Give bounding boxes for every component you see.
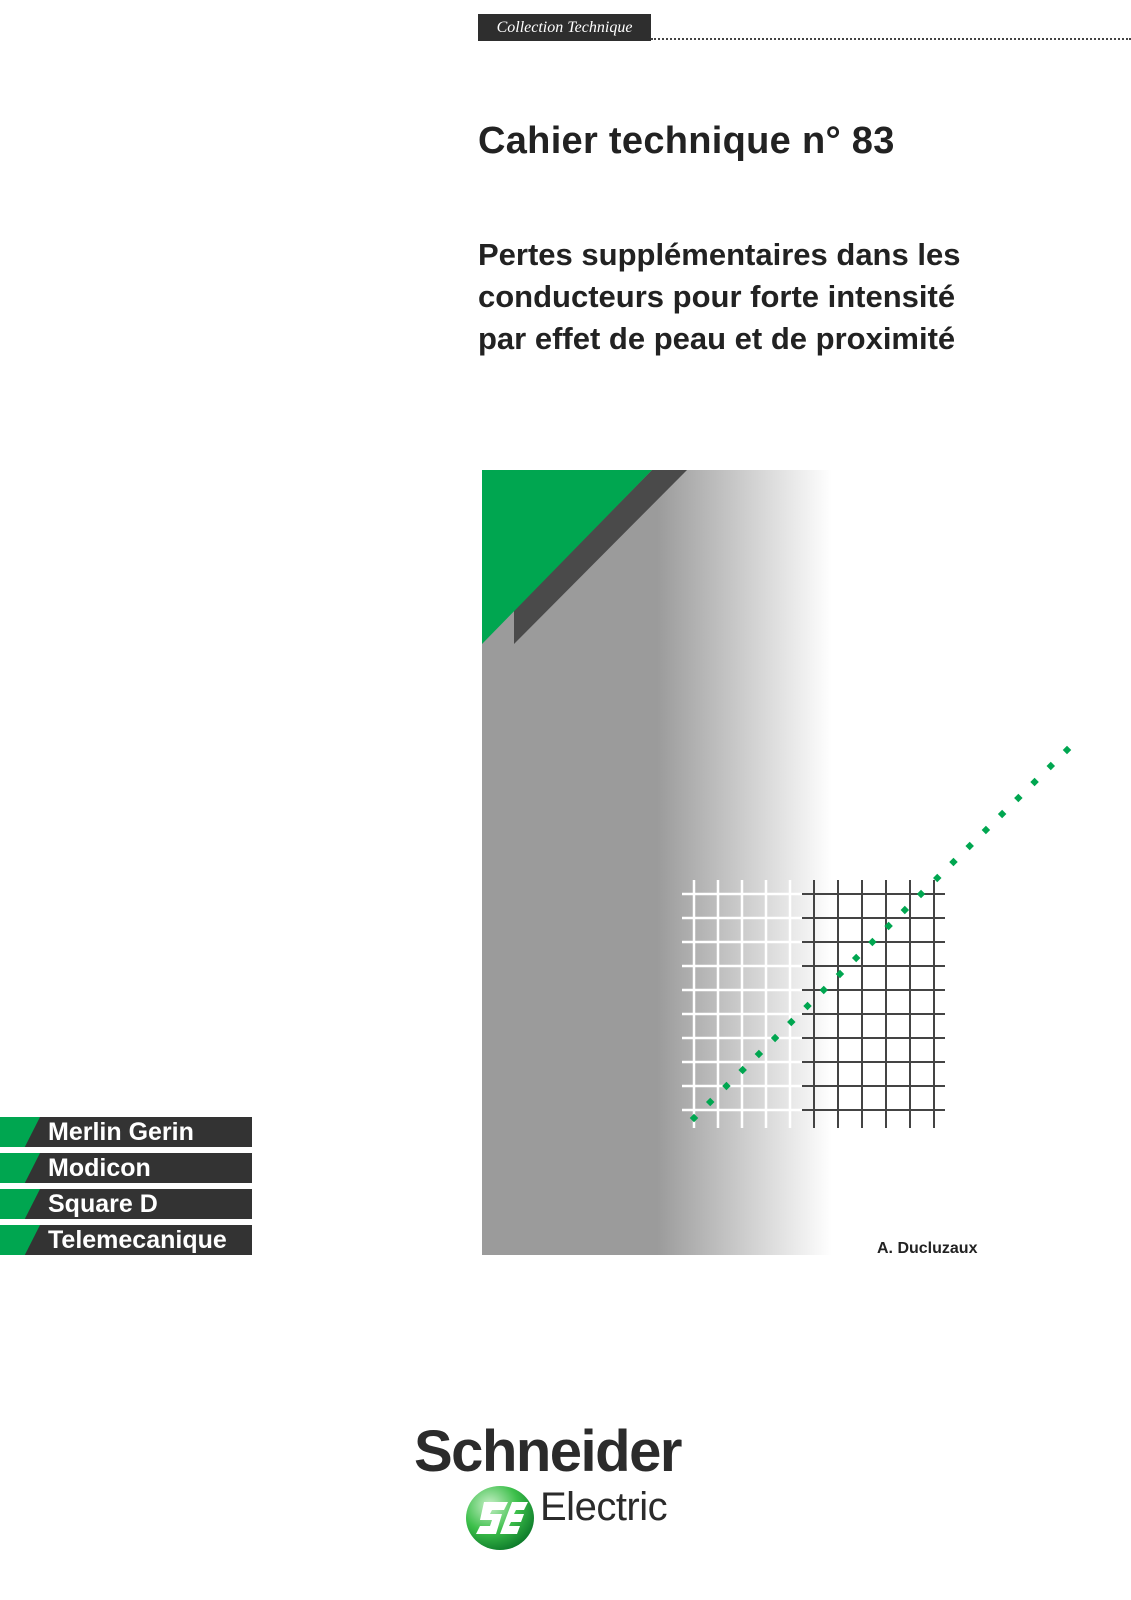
diagonal-dot (917, 890, 925, 898)
brand-item (0, 1225, 252, 1255)
brand-item (0, 1153, 252, 1183)
diagonal-dot (901, 906, 909, 914)
brand-item (0, 1189, 252, 1219)
subtitle-line: Pertes supplémentaires dans les (478, 237, 961, 272)
diagonal-dot (868, 938, 876, 946)
green-stripe-icon (0, 1153, 40, 1183)
brand-label: Square D (48, 1190, 158, 1218)
subtitle-line: par effet de peau et de proximité (478, 321, 956, 356)
brand-item (0, 1117, 252, 1147)
diagonal-dot (1063, 746, 1071, 754)
header-dotted-rule (651, 38, 1131, 40)
schneider-electric-logo (410, 1420, 700, 1560)
diagonal-dot (949, 858, 957, 866)
diagonal-dot (982, 826, 990, 834)
diagonal-dot (852, 954, 860, 962)
brand-list (0, 1117, 252, 1261)
author-name: A. Ducluzaux (877, 1240, 978, 1257)
brand-label: Modicon (48, 1154, 151, 1182)
brand-label: Merlin Gerin (48, 1118, 194, 1146)
schneider-se-mark-icon (462, 1476, 542, 1556)
logo-wordmark: Schneider (414, 1419, 681, 1484)
green-stripe-icon (0, 1189, 40, 1219)
diagonal-dot (1030, 778, 1038, 786)
brand-label: Telemecanique (48, 1226, 227, 1254)
diagonal-dot (965, 842, 973, 850)
cover-illustration (482, 470, 1131, 1255)
green-stripe-icon (0, 1225, 40, 1255)
diagonal-dot (1014, 794, 1022, 802)
document-subtitle (478, 234, 1078, 360)
collection-label: Collection Technique (478, 14, 651, 41)
diagonal-dot (998, 810, 1006, 818)
subtitle-line: conducteurs pour forte intensité (478, 279, 956, 314)
page-title: Cahier technique n° 83 (478, 120, 895, 162)
diagonal-dot (836, 970, 844, 978)
logo-subtitle: Electric (540, 1485, 668, 1529)
green-stripe-icon (0, 1117, 40, 1147)
diagonal-dot (1047, 762, 1055, 770)
